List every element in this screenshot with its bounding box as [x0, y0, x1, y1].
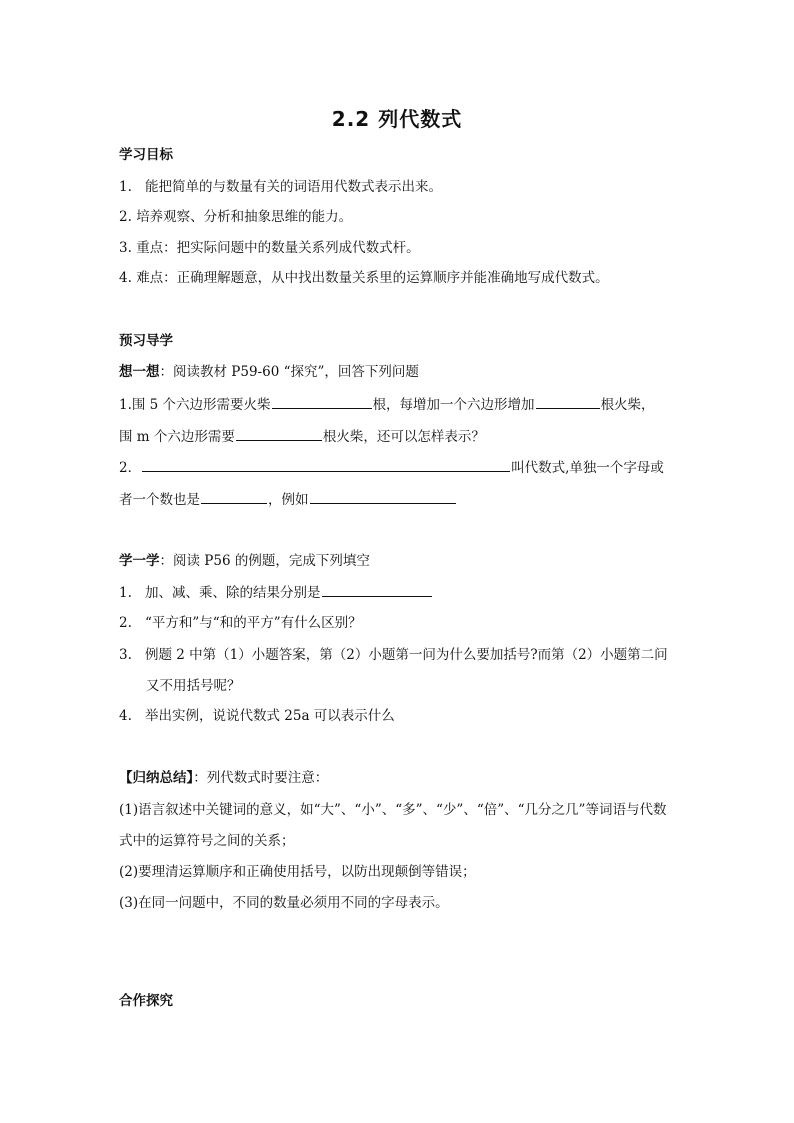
- summary-line: 【归纳总结】：列代数式时要注意：: [119, 770, 329, 786]
- learn-line: 学一学：阅读 P56 的例题，完成下列填空: [119, 553, 370, 569]
- summary-point-cont: 式中的运算符号之间的关系；: [119, 833, 295, 849]
- summary-label: 【归纳总结】: [119, 770, 194, 786]
- answer-blank[interactable]: [310, 489, 456, 504]
- preview-heading: 预习导学: [119, 333, 173, 349]
- goal-item: 3. 重点：把实际问题中的数量关系列成代数式杆。: [119, 240, 420, 256]
- learn-item: 4. 举出实例，说说代数式 25a 可以表示什么: [119, 708, 395, 724]
- summary-point: (3)在同一问题中，不同的数量必须用不同的字母表示。: [119, 895, 449, 911]
- goal-item: 2. 培养观察、分析和抽象思维的能力。: [119, 209, 353, 225]
- learn-item: 1. 加、减、乘、除的结果分别是: [119, 582, 433, 603]
- think-question-2-cont: 者一个数也是 ，例如: [119, 489, 457, 510]
- think-question-2: 2． 叫代数式,单独一个字母或: [119, 457, 664, 478]
- answer-blank[interactable]: [201, 489, 267, 504]
- think-question-1-cont: 围 m 个六边形需要 根火柴，还可以怎样表示？: [119, 426, 485, 447]
- learn-item: 2. “平方和”与“和的平方”有什么区别？: [119, 615, 362, 631]
- goals-heading: 学习目标: [119, 147, 173, 163]
- page-title: 2.2 列代数式: [331, 107, 463, 131]
- summary-point: (1)语言叙述中关键词的意义，如“大”、“小”、“多”、“少”、“倍”、“几分之几”等词语与代数: [119, 802, 667, 818]
- answer-blank[interactable]: [236, 426, 322, 441]
- think-question-1: 1.围 5 个六边形需要火柴 根，每增加一个六边形增加 根火柴，: [119, 394, 655, 415]
- answer-blank[interactable]: [536, 394, 600, 409]
- think-line: 想一想：阅读教材 P59-60 “探究”，回答下列问题: [119, 364, 419, 380]
- answer-blank[interactable]: [142, 457, 510, 472]
- learn-label: 学一学: [119, 553, 160, 569]
- summary-point: (2)要理清运算顺序和正确使用括号，以防出现颠倒等错误；: [119, 864, 476, 880]
- answer-blank[interactable]: [322, 582, 432, 597]
- learn-item: 3. 例题 2 中第（1）小题答案，第（2）小题第一问为什么要加括号?而第（2）小题第二问: [119, 647, 668, 663]
- answer-blank[interactable]: [272, 394, 372, 409]
- goal-item: 1. 能把简单的与数量有关的词语用代数式表示出来。: [119, 179, 442, 195]
- think-label: 想一想: [119, 364, 160, 380]
- cooperate-heading: 合作探究: [119, 993, 173, 1009]
- goal-item: 4. 难点：正确理解题意，从中找出数量关系里的运算顺序并能准确地写成代数式。: [119, 270, 609, 286]
- learn-item-cont: 又不用括号呢？: [146, 678, 241, 694]
